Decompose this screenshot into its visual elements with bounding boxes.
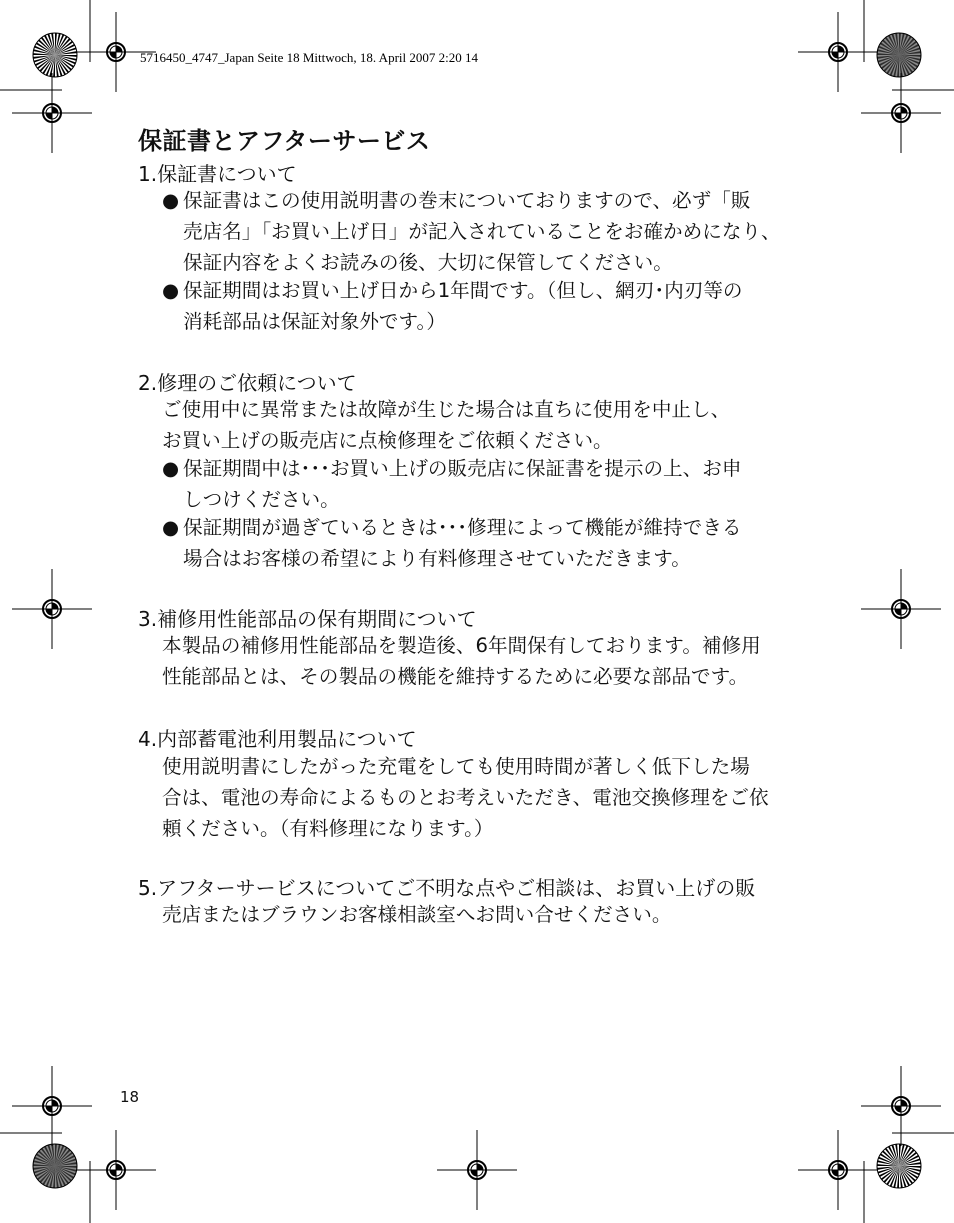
- section-1-heading: 1.保証書について: [138, 162, 297, 186]
- section-5-paragraph: [162, 899, 802, 930]
- registration-crosshair: [861, 569, 941, 649]
- registration-crosshair: [861, 1066, 941, 1146]
- page-title: 保証書とアフターサービス: [138, 127, 431, 155]
- starburst-mark: [33, 1144, 77, 1188]
- page-number: 18: [120, 1088, 140, 1106]
- registration-crosshair: [12, 1066, 92, 1146]
- paragraph-line: 本製品の補修用性能部品を製造後、6年間保有しております。補修用: [162, 634, 761, 657]
- registration-crosshair: [798, 12, 878, 92]
- registration-crosshair: [437, 1130, 517, 1210]
- bullet-mark: ●: [162, 457, 180, 480]
- section-1-bullet-1: [162, 185, 802, 278]
- registration-crosshair: [798, 1130, 878, 1210]
- paragraph-line: ご使用中に異常または故障が生じた場合は直ちに使用を中止し、: [162, 398, 731, 421]
- paragraph-line: 使用説明書にしたがった充電をしても使用時間が著しく低下した場: [162, 755, 750, 778]
- bullet-line: 保証期間中は･･･お買い上げの販売店に保証書を提示の上、お申: [183, 457, 742, 480]
- paragraph-line: 性能部品とは、その製品の機能を維持するために必要な部品です。: [162, 665, 749, 688]
- section-2-paragraph: [162, 394, 802, 456]
- bullet-line: 保証書はこの使用説明書の巻末についておりますので、必ず「販: [183, 189, 751, 212]
- section-2-bullet-1: [162, 453, 802, 515]
- bullet-line: 場合はお客様の希望により有料修理させていただきます。: [183, 547, 691, 570]
- registration-crosshair: [76, 1130, 156, 1210]
- section-4-heading: 4.内部蓄電池利用製品について: [138, 727, 417, 751]
- bullet-line: 保証期間が過ぎているときは･･･修理によって機能が維持できる: [183, 516, 742, 539]
- bullet-mark: ●: [162, 189, 180, 212]
- paragraph-line: 売店またはブラウンお客様相談室へお問い合せください。: [162, 903, 672, 926]
- registration-crosshair: [861, 73, 941, 153]
- bullet-mark: ●: [162, 516, 180, 539]
- bullet-line: 消耗部品は保証対象外です。）: [183, 310, 446, 333]
- starburst-mark: [877, 33, 921, 77]
- paragraph-line: 頼ください。（有料修理になります。）: [162, 817, 494, 840]
- bullet-mark: ●: [162, 279, 180, 302]
- paragraph-line: お買い上げの販売店に点検修理をご依頼ください。: [162, 429, 613, 452]
- starburst-mark: [33, 33, 77, 77]
- registration-crosshair: [12, 73, 92, 153]
- starburst-mark: [877, 1144, 921, 1188]
- section-3-paragraph: [162, 630, 802, 692]
- print-info-line: 5716450_4747_Japan Seite 18 Mittwoch, 18. April 2007 2:20 14: [140, 50, 478, 65]
- bullet-line: 保証内容をよくお読みの後、大切に保管してください。: [183, 251, 673, 274]
- section-2-heading: 2.修理のご依頼について: [138, 371, 357, 395]
- registration-crosshair: [12, 569, 92, 649]
- section-4-paragraph: [162, 751, 802, 844]
- section-5-heading: 5.アフターサービスについてご不明な点やご相談は、お買い上げの販: [138, 876, 756, 900]
- section-3-heading: 3.補修用性能部品の保有期間について: [138, 607, 477, 631]
- bullet-line: しつけください。: [183, 488, 340, 511]
- paragraph-line: 合は、電池の寿命によるものとお考えいただき、電池交換修理をご依: [162, 786, 769, 809]
- section-1-bullet-2: [162, 275, 802, 337]
- bullet-line: 保証期間はお買い上げ日から1年間です。（但し、網刃･内刃等の: [183, 279, 743, 302]
- bullet-line: 売店名」「お買い上げ日」が記入されていることをお確かめになり、: [183, 220, 781, 243]
- section-2-bullet-2: [162, 512, 802, 574]
